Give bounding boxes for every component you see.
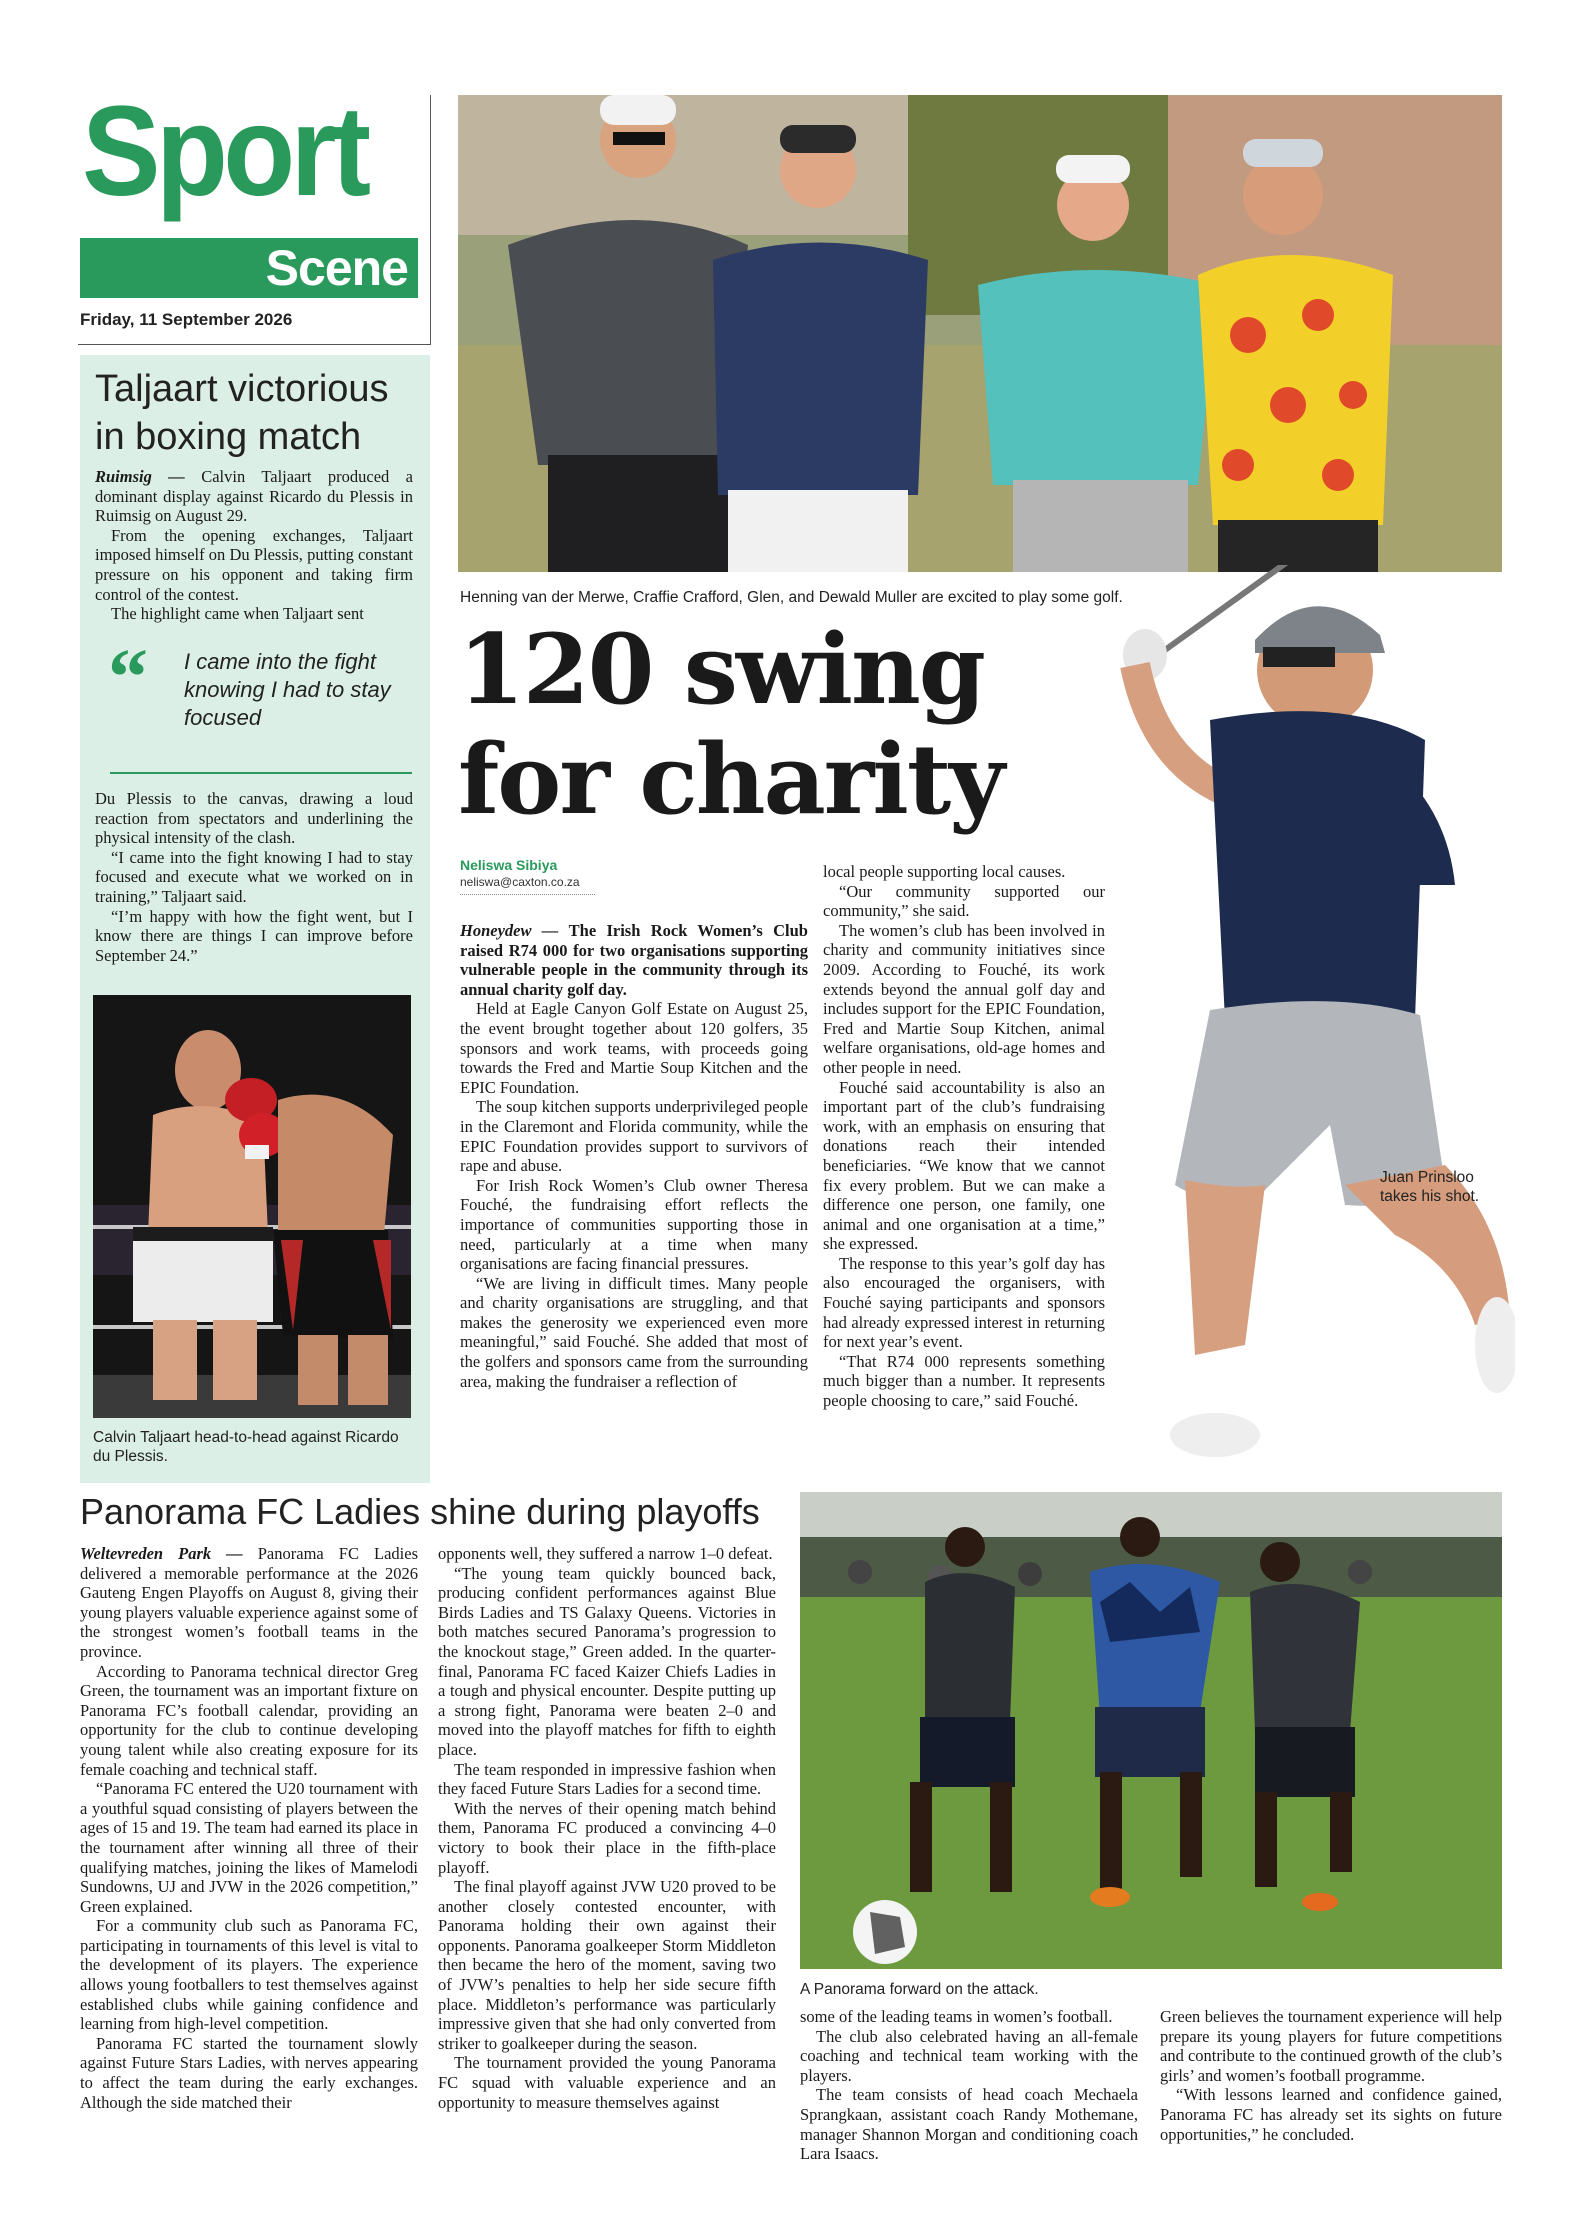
panorama-column-3 bbox=[800, 2007, 1138, 2164]
panorama-paragraph: Green believes the tournament experience will help prepare its young players for future competitions and contribute to the continued growth of the club’s girls’ and women’s football programme. bbox=[1160, 2007, 1502, 2085]
panorama-paragraph: The team consists of head coach Mechaela Sprangkaan, assistant coach Randy Mothemane, manager Shannon Morgan and conditioning coach Lara Isaacs. bbox=[800, 2085, 1138, 2164]
boxing-paragraph: The highlight came when Taljaart sent bbox=[111, 604, 364, 624]
panorama-paragraph: some of the leading teams in women’s football. bbox=[800, 2007, 1113, 2026]
boxing-dateline: Ruimsig — bbox=[95, 467, 185, 486]
panorama-paragraph: With the nerves of their opening match behind them, Panorama FC produced a convincing 4–0 victory to book their place in the fifth-place playoff. bbox=[438, 1798, 776, 1877]
panorama-dateline: Weltevreden Park — bbox=[80, 1544, 243, 1563]
byline-email: neliswa@caxton.co.za bbox=[460, 875, 580, 889]
golf-headline-line1: 120 swing bbox=[458, 613, 984, 726]
panorama-paragraph: The final playoff against JVW U20 proved to be another closely contested encounter, with Panorama holding their own against their opponents. Panorama goalkeeper Storm Middleton then became the hero of the moment, saving two of JVW’s penalties to help her side secure fifth place. Middleton’s performance was particularly impressive given that she had only converted from striker to goalkeeper during the season. bbox=[438, 1877, 776, 2053]
golf-column-2 bbox=[823, 862, 1105, 1411]
panorama-paragraph: According to Panorama technical director Greg Green, the tournament was an important fixture on Panorama FC’s football calendar, providing an opportunity for the club to continue developing young talent while also creating exposure for its female coaching and technical staff. bbox=[80, 1661, 418, 1779]
panorama-paragraph: The team responded in impressive fashion when they faced Future Stars Ladies for a second time. bbox=[438, 1759, 776, 1799]
golfers-photo-caption: Henning van der Merwe, Craffie Crafford, Glen, and Dewald Muller are excited to play some golf. bbox=[460, 589, 1123, 606]
byline-author: Neliswa Sibiya bbox=[460, 857, 558, 873]
boxing-body-bottom bbox=[95, 789, 413, 965]
golf-dateline: Honeydew — bbox=[460, 921, 559, 940]
golf-paragraph: The soup kitchen supports underprivileged people in the Claremont and Florida community, while the EPIC Foundation provides support to survivors of rape and abuse. bbox=[460, 1097, 808, 1176]
football-photo-caption: A Panorama forward on the attack. bbox=[800, 1981, 1039, 1998]
boxing-headline: Taljaart victorious in boxing match bbox=[95, 368, 389, 458]
panorama-paragraph: “The young team quickly bounced back, producing confident performances against Blue Birds Ladies and TS Galaxy Queens. Victories in both matches secured Panorama’s progression to the knockout stage,” Green added. In the quarter-final, Panorama FC faced Kaizer Chiefs Ladies in a tough and physical encounter. Despite putting up a strong fight, Panorama were beaten 2–0 and moved into the playoff matches for fifth to eighth place. bbox=[438, 1563, 776, 1759]
golf-paragraph: The response to this year’s golf day has also encouraged the organisers, with Fouché saying participants and sponsors had already expressed interest in returning for next year’s event. bbox=[823, 1253, 1105, 1352]
golf-column-1 bbox=[460, 921, 808, 1391]
golf-paragraph: The women’s club has been involved in charity and community initiatives since 2009. According to Fouché, its work extends beyond the annual golf day and includes support for the EPIC Foundation, Fred and Martie Soup Kitchen, animal welfare organisations, old-age homes and other people in need. bbox=[823, 920, 1105, 1077]
boxing-body-top bbox=[95, 467, 413, 624]
golf-paragraph: Fouché said accountability is also an important part of the club’s fundraising work, with an emphasis on ensuring that donations reach their intended beneficiaries. “We know that we cannot fix every problem. But we can make a difference one person, one family, one animal and one organisation at a time,” she expressed. bbox=[823, 1077, 1105, 1254]
pullquote-rule bbox=[110, 772, 412, 774]
golf-paragraph: “Our community supported our community,” she said. bbox=[823, 881, 1105, 921]
golf-lead: The Irish Rock Women’s Club raised R74 000 for two organisations supporting vulnerable people in the community through its annual charity golf day. bbox=[460, 921, 808, 999]
boxing-paragraph: Du Plessis to the canvas, drawing a loud reaction from spectators and underlining the physical intensity of the clash. bbox=[95, 789, 413, 848]
byline-rule bbox=[460, 894, 595, 895]
boxing-paragraph: “I came into the fight knowing I had to stay focused and execute what we worked on in training,” Taljaart said. bbox=[95, 847, 413, 906]
panorama-paragraph: Panorama FC started the tournament slowly against Future Stars Ladies, with nerves appearing to affect the team during the early exchanges. Although the side matched their bbox=[80, 2033, 418, 2112]
golf-paragraph: Held at Eagle Canyon Golf Estate on August 25, the event brought together about 120 golfers, 35 sponsors and work teams, with proceeds going towards the Fred and Martie Soup Kitchen and the EPIC Foundation. bbox=[460, 999, 808, 1097]
golfers-group-photo bbox=[458, 95, 1502, 572]
golf-headline bbox=[458, 615, 1158, 835]
golfer-swing-photo bbox=[1115, 565, 1515, 1480]
panorama-column-4 bbox=[1160, 2007, 1502, 2144]
boxing-photo-caption: Calvin Taljaart head-to-head against Ricardo du Plessis. bbox=[93, 1429, 399, 1465]
golf-paragraph: “We are living in difficult times. Many people and charity organisations are struggling, and that makes the generosity we experienced even more meaningful,” said Fouché. She added that most of the golfers and sponsors came from the surrounding area, making the fundraiser a reflection of bbox=[460, 1273, 808, 1391]
masthead-title: Sport bbox=[82, 80, 367, 223]
boxing-paragraph: Calvin Taljaart produced a dominant display against Ricardo du Plessis in Ruimsig on August 29. bbox=[95, 467, 414, 526]
panorama-paragraph: Panorama FC Ladies delivered a memorable performance at the 2026 Gauteng Engen Playoffs on August 8, giving their young players valuable experience against some of the strongest women’s football teams in the province. bbox=[80, 1544, 418, 1661]
panorama-paragraph: The club also celebrated having an all-female coaching and technical team working with the players. bbox=[800, 2026, 1138, 2085]
swing-photo-caption: Juan Prinsloo takes his shot. bbox=[1380, 1169, 1480, 1205]
golf-paragraph: “That R74 000 represents something much bigger than a number. It represents people choosing to care,” said Fouché. bbox=[823, 1351, 1105, 1411]
boxing-paragraph: “I’m happy with how the fight went, but I know there are things I can improve before September 24.” bbox=[95, 906, 413, 965]
football-photo bbox=[800, 1492, 1502, 1969]
panorama-paragraph: For a community club such as Panorama FC, participating in tournaments of this level is vital to the development of its players. The experience allows young footballers to test themselves against established clubs while gaining confidence and learning from high-level competition. bbox=[80, 1916, 418, 2034]
panorama-headline: Panorama FC Ladies shine during playoffs bbox=[80, 1491, 760, 1532]
panorama-paragraph: “Panorama FC entered the U20 tournament with a youthful squad consisting of players between the ages of 15 and 19. The team had earned its place in the tournament after winning all three of their qualifying matches, joining the likes of Mamelodi Sundowns, UJ and JVW in the 2026 competition,” Green explained. bbox=[80, 1779, 418, 1916]
panorama-paragraph: “With lessons learned and confidence gained, Panorama FC has already set its sights on future opportunities,” he concluded. bbox=[1160, 2085, 1502, 2144]
panorama-column-2 bbox=[438, 1544, 776, 2112]
boxing-photo bbox=[93, 995, 411, 1418]
boxing-pullquote: I came into the fight knowing I had to stay focused bbox=[184, 649, 391, 730]
masthead-bar bbox=[80, 238, 418, 298]
golf-paragraph: local people supporting local causes. bbox=[823, 862, 1066, 881]
panorama-column-1 bbox=[80, 1544, 418, 2112]
quote-mark-icon: “ bbox=[108, 634, 148, 722]
boxing-paragraph: From the opening exchanges, Taljaart imposed himself on Du Plessis, putting constant pressure on his opponent and taking firm control of the contest. bbox=[95, 525, 413, 604]
panorama-paragraph: opponents well, they suffered a narrow 1–0 defeat. bbox=[438, 1544, 773, 1563]
masthead-subtitle: Scene bbox=[265, 240, 408, 296]
golf-headline-line2: for charity bbox=[458, 723, 1003, 836]
golf-paragraph: For Irish Rock Women’s Club owner Theresa Fouché, the fundraising effort reflects the importance of communities supporting those in need, particularly at a time when many organisations are facing financial pressures. bbox=[460, 1175, 808, 1274]
issue-date: Friday, 11 September 2026 bbox=[80, 310, 293, 329]
panorama-paragraph: The tournament provided the young Panorama FC squad with valuable experience and an opportunity to measure themselves against bbox=[438, 2053, 776, 2112]
